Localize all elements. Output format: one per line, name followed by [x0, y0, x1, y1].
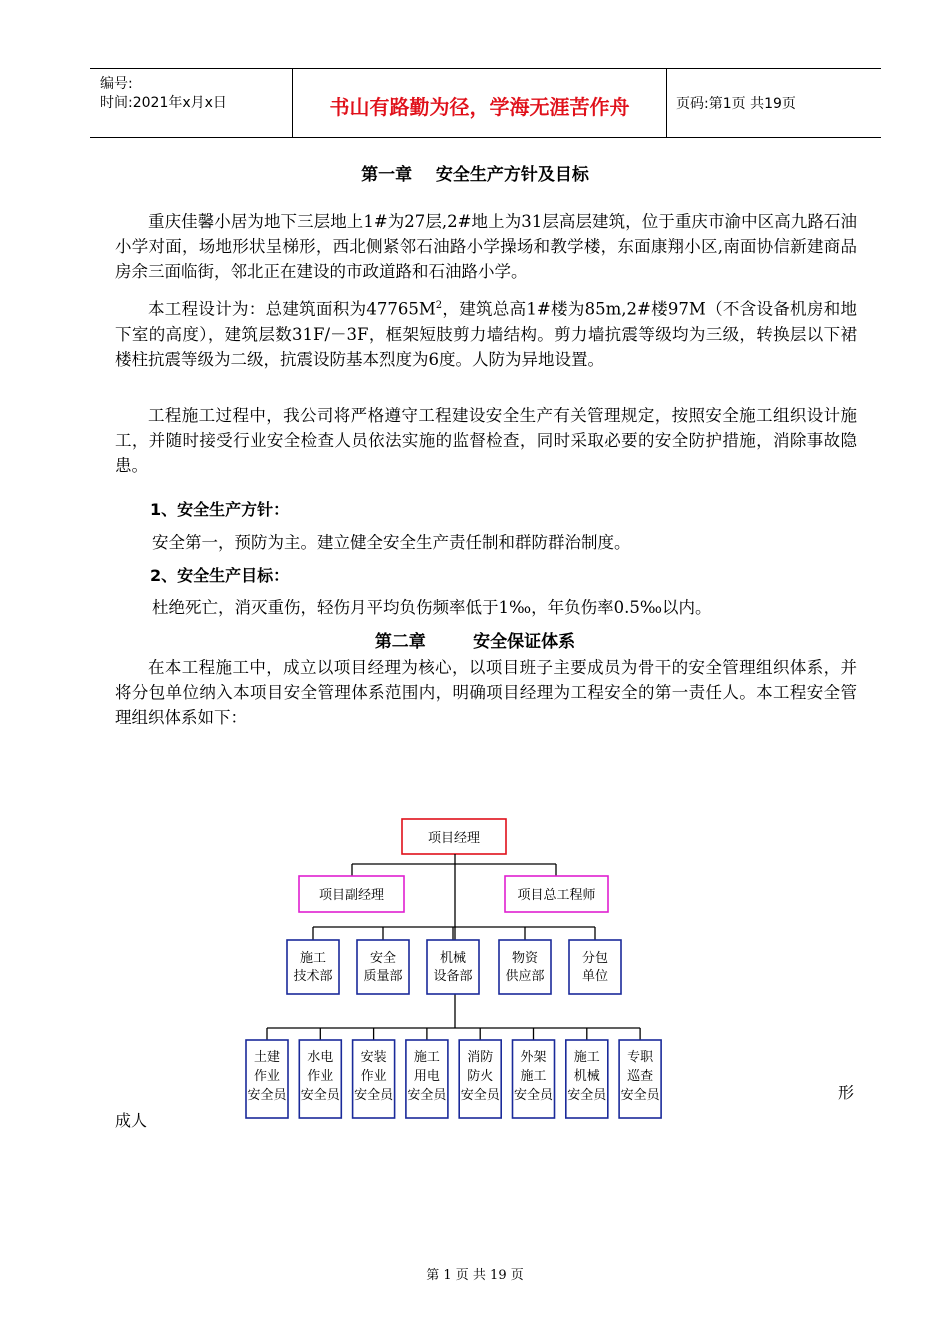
chapter1-paragraph-1: 重庆佳馨小居为地下三层地上1#为27层,2#地上为31层高层建筑，位于重庆市渝中区高九路石油小学对面，场地形状呈梯形，西北侧紧邻石油路小学操场和教学楼，东面康翔小区,南面协信新建商品房余三面临街，邻北正在建设的市政道路和石油路小学。 [115, 212, 857, 281]
org-node-department-4-label-1: 供应部 [505, 969, 545, 984]
org-node-department-2 [357, 940, 409, 994]
org-node-department-1-label-1: 技术部 [293, 969, 333, 984]
org-node-safety-officer-3-label-2: 安全员 [354, 1088, 394, 1103]
org-node-chief-engineer-label-0: 项目总工程师 [517, 888, 596, 903]
org-node-department-3-border [427, 940, 479, 994]
org-node-safety-officer-6-label-1: 施工 [520, 1069, 547, 1084]
org-node-safety-officer-5-label-2: 安全员 [460, 1088, 500, 1103]
stray-text-left: 成人 [115, 1111, 148, 1130]
superscript-2: 2 [435, 300, 443, 311]
org-node-chief-engineer [505, 876, 608, 912]
document-time-label: 时间:2021年x月x日 [100, 95, 227, 111]
stray-text-right: 形 [838, 1083, 855, 1102]
paragraph2-text-a: 本工程设计为：总建筑面积为47765M [148, 299, 436, 319]
org-node-department-5 [569, 940, 621, 994]
org-node-department-3-label-0: 机械 [439, 951, 467, 966]
org-node-project-manager-label-0: 项目经理 [427, 831, 481, 846]
header-motto: 书山有路勤为径，学海无涯苦作舟 [329, 95, 630, 119]
org-node-safety-officer-8-label-0: 专职 [627, 1050, 654, 1065]
org-node-safety-officer-8 [619, 1040, 661, 1118]
org-node-safety-officer-5-label-1: 防火 [467, 1069, 494, 1084]
org-node-safety-officer-5 [459, 1040, 501, 1118]
page-footer: 第 1 页 共 19 页 [426, 1268, 524, 1283]
org-node-deputy-manager-label-0: 项目副经理 [318, 888, 385, 903]
org-node-department-1-label-0: 施工 [299, 951, 327, 966]
org-node-safety-officer-8-label-2: 安全员 [620, 1088, 660, 1103]
org-node-deputy-manager [299, 876, 404, 912]
org-node-safety-officer-5-label-0: 消防 [467, 1050, 494, 1065]
org-node-department-4-border [499, 940, 551, 994]
org-node-safety-officer-1-label-2: 安全员 [247, 1088, 287, 1103]
org-node-safety-officer-7-label-0: 施工 [573, 1050, 600, 1065]
org-node-department-5-label-1: 单位 [581, 969, 609, 984]
org-node-safety-officer-8-label-1: 巡查 [627, 1069, 654, 1084]
org-node-safety-officer-4-label-0: 施工 [413, 1050, 440, 1065]
org-node-safety-officer-1-label-1: 作业 [253, 1069, 281, 1084]
chapter2-paragraph-1: 在本工程施工中，成立以项目经理为核心，以项目班子主要成员为骨干的安全管理组织体系，并将分包单位纳入本项目安全管理体系范围内，明确项目经理为工程安全的第一责任人。本工程安全管理组织体系如下： [115, 658, 857, 727]
org-node-safety-officer-2-label-1: 作业 [307, 1069, 334, 1084]
org-node-safety-officer-2-label-2: 安全员 [300, 1088, 340, 1103]
chapter1-paragraph-3: 工程施工过程中，我公司将严格遵守工程建设安全生产有关管理规定，按照安全施工组织设计施工，并随时接受行业安全检查人员依法实施的监督检查，同时采取必要的安全防护措施，消除事故隐患。 [115, 406, 857, 475]
header-page-number: 页码:第1页 共19页 [676, 96, 796, 112]
org-node-department-5-border [569, 940, 621, 994]
org-node-safety-officer-4 [406, 1040, 448, 1118]
org-node-safety-officer-7 [566, 1040, 608, 1118]
org-node-safety-officer-3-label-0: 安装 [360, 1050, 387, 1065]
paragraph2-text-b: ，建筑总高1#楼为85m,2#楼97M（不含设备机房和地下室的高度），建筑层数31F/－3F，框架短肢剪力墙结构。剪力墙抗震等级均为三级，转换层以下裙楼柱抗震等级为二级，抗震设防基本烈度为6度。人防为异地设置。 [115, 299, 857, 369]
org-node-safety-officer-2-label-0: 水电 [307, 1050, 334, 1065]
org-node-safety-officer-4-label-1: 用电 [413, 1069, 440, 1084]
chapter1-title: 第一章 安全生产方针及目标 [361, 165, 589, 185]
org-node-safety-officer-7-label-1: 机械 [573, 1069, 600, 1084]
section1-text: 安全第一，预防为主。建立健全安全生产责任制和群防群治制度。 [152, 533, 631, 552]
org-node-safety-officer-3-label-1: 作业 [360, 1069, 387, 1084]
org-node-safety-officer-6-label-2: 安全员 [513, 1088, 554, 1103]
org-node-department-5-label-0: 分包 [581, 951, 609, 966]
org-node-safety-officer-6 [513, 1040, 555, 1118]
org-node-safety-officer-4-label-2: 安全员 [407, 1088, 447, 1103]
org-node-safety-officer-1-label-0: 土建 [253, 1050, 281, 1065]
org-node-department-2-label-0: 安全 [369, 951, 397, 966]
org-node-department-4-label-0: 物资 [511, 951, 539, 966]
section1-title: 1、安全生产方针： [150, 500, 290, 519]
org-node-safety-officer-6-label-0: 外架 [520, 1050, 547, 1065]
org-node-department-2-border [357, 940, 409, 994]
org-node-department-4 [499, 940, 551, 994]
org-node-department-3 [427, 940, 479, 994]
org-node-project-manager [402, 819, 506, 854]
org-node-safety-officer-7-label-2: 安全员 [567, 1088, 607, 1103]
section2-text: 杜绝死亡，消灭重伤，轻伤月平均负伤频率低于1‰，年负伤率0.5‰以内。 [152, 598, 712, 617]
chapter2-title: 第二章 安全保证体系 [374, 632, 576, 652]
org-node-safety-officer-1 [246, 1040, 288, 1118]
org-node-safety-officer-2 [299, 1040, 341, 1118]
org-node-department-1 [287, 940, 339, 994]
document-number-label: 编号: [100, 76, 133, 92]
org-node-department-1-border [287, 940, 339, 994]
org-node-department-3-label-1: 设备部 [433, 969, 473, 984]
org-node-safety-officer-3 [353, 1040, 395, 1118]
org-node-department-2-label-1: 质量部 [363, 969, 403, 984]
section2-title: 2、安全生产目标： [150, 566, 290, 585]
